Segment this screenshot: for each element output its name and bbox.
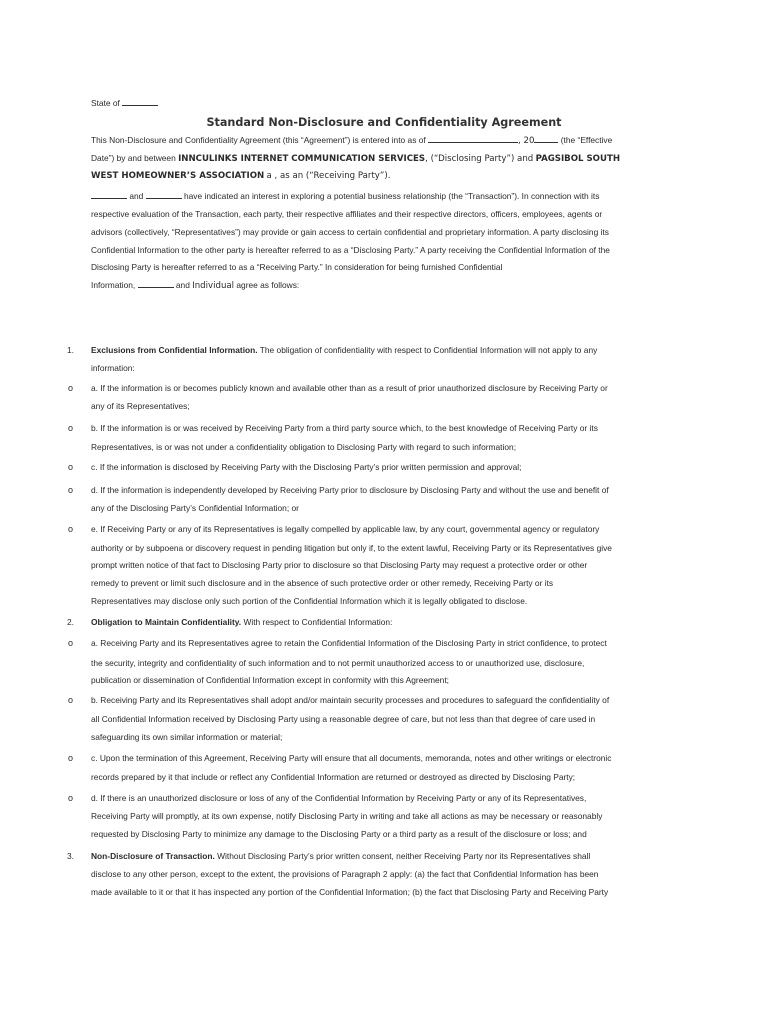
list-bullet: o	[68, 793, 74, 803]
list-bullet: o	[68, 753, 74, 763]
section-text: Without Disclosing Party’s prior written consent, neither Receiving Party nor its Representatives shall	[217, 851, 591, 861]
list-item-line: d. If the information is independently developed by Receiving Party prior to disclosure by Disclosing Party and without the use and benefit of	[91, 485, 609, 495]
list-bullet: o	[68, 638, 74, 648]
intro-text: Date”) by and between	[91, 153, 176, 163]
section-2-heading-line	[91, 614, 392, 632]
list-bullet: o	[68, 695, 74, 705]
intro-text: This Non-Disclosure and Confidentiality Agreement (this “Agreement”) is entered into as of	[91, 135, 426, 145]
list-item-line: all Confidential Information received by Disclosing Party using a reasonable degree of care, but not less than that degree of care used in	[91, 714, 596, 724]
section-1-heading-line	[91, 342, 597, 360]
list-item-line: prompt written notice of that fact to Disclosing Party prior to disclosure so that Disclosing Party may request a protective order or other	[91, 560, 588, 570]
intro-para2-line-4: Confidential Information to the other party is hereafter referred to as a “Disclosing Party.” A party receiving the Confidential Information of the	[91, 245, 610, 255]
disclosing-party-role: , (“Disclosing Party”) and	[425, 154, 534, 164]
party-blank	[138, 278, 174, 288]
list-item-line: records prepared by it that include or reflect any Confidential Information are returned or destroyed as directed by Disclosing Party;	[91, 772, 576, 782]
list-item-line: publication or dissemination of Confidential Information except in conformity with this Agreement;	[91, 675, 449, 685]
list-item-line: authority or by subpoena or discovery request in pending litigation but only if, to the extent lawful, Receiving Party or its Representatives give	[91, 543, 612, 553]
intro-para2-line-2: respective evaluation of the Transaction, each party, their respective affiliates and their respective directors, officers, employees, agents or	[91, 209, 603, 219]
intro-para2-line-5: Disclosing Party is hereafter referred to as a “Receiving Party.” In consideration for being furnished Confidential	[91, 262, 503, 272]
receiving-party-name: WEST HOMEOWNER’S ASSOCIATION	[91, 171, 265, 181]
list-bullet: o	[68, 524, 74, 534]
section-number: 2.	[67, 617, 74, 627]
state-line	[91, 95, 158, 113]
list-item-line: the security, integrity and confidentiality of such information and to not permit unauthorized access to or unauthorized use, disclosure,	[91, 658, 585, 668]
section-text: disclose to any other person, except to the extent, the provisions of Paragraph 2 apply: (a) the fact that Confidential Information has been	[91, 869, 599, 879]
list-item-line: safeguarding its own similar information or material;	[91, 732, 283, 742]
list-item-line: any of the Disclosing Party’s Confidential Information; or	[91, 503, 299, 513]
intro-text: agree as follows:	[236, 280, 300, 290]
list-item-line: Representatives, is or was not under a confidentiality obligation to Disclosing Party with regard to such information;	[91, 442, 517, 452]
document-title: Standard Non-Disclosure and Confidentiality Agreement	[206, 116, 562, 129]
receiving-party-role: a , as an (“Receiving Party”).	[266, 171, 391, 181]
list-bullet: o	[68, 485, 74, 495]
intro-para2-line-1	[91, 188, 599, 206]
section-heading: Obligation to Maintain Confidentiality.	[91, 617, 242, 627]
intro-line-3	[91, 167, 390, 186]
list-bullet: o	[68, 423, 74, 433]
list-item-line: requested by Disclosing Party to minimize any damage to the Disclosing Party or a third party as a result of the disclosure or loss; and	[91, 829, 587, 839]
intro-text: (the “Effective	[560, 135, 613, 145]
list-item-line: a. Receiving Party and its Representatives agree to retain the Confidential Information of the Disclosing Party in strict confidence, to protect	[91, 638, 607, 648]
section-text: The obligation of confidentiality with respect to Confidential Information will not apply to any	[259, 345, 598, 355]
list-item-line: d. If there is an unauthorized disclosure or loss of any of the Confidential Information by Receiving Party or any of its Representatives,	[91, 793, 587, 803]
individual-label: Individual	[192, 281, 235, 291]
list-item-line: Representatives may disclose only such portion of the Confidential Information which it is legally obligated to disclose.	[91, 596, 528, 606]
intro-para2-line-6	[91, 277, 299, 296]
date-blank	[428, 133, 518, 143]
list-item-line: c. Upon the termination of this Agreement, Receiving Party will ensure that all documents, memoranda, notes and other writings or electronic	[91, 753, 612, 763]
section-3-heading-line	[91, 848, 590, 866]
list-item-line: any of its Representatives;	[91, 401, 190, 411]
year-blank	[534, 133, 558, 143]
list-item-line: b. Receiving Party and its Representatives shall adopt and/or maintain security processes and procedures to safeguard the confidentiality of	[91, 695, 610, 705]
section-heading: Non-Disclosure of Transaction.	[91, 851, 215, 861]
intro-para2-line-3: advisors (collectively, “Representatives”) may provide or gain access to certain confidential and proprietary information. A party disclosing its	[91, 227, 609, 237]
party-blank	[146, 189, 182, 199]
disclosing-party-name: INNCULINKS INTERNET COMMUNICATION SERVICES	[178, 154, 426, 164]
list-item-line: a. If the information is or becomes publicly known and available other than as a result of prior unauthorized disclosure by Receiving Party or	[91, 383, 608, 393]
year-prefix: , 20	[518, 136, 535, 146]
intro-text: have indicated an interest in exploring a potential business relationship (the “Transaction”). In connection with its	[183, 191, 600, 201]
list-item-line: c. If the information is disclosed by Receiving Party with the Disclosing Party’s prior written permission and approval;	[91, 462, 522, 472]
section-text: With respect to Confidential Information:	[243, 617, 393, 627]
state-blank	[122, 96, 158, 106]
receiving-party-name: PAGSIBOL SOUTH	[535, 154, 621, 164]
list-item-line: b. If the information is or was received by Receiving Party from a third party source which, to the best knowledge of Receiving Party or its	[91, 423, 598, 433]
list-item-line: remedy to prevent or limit such disclosure and in the absence of such protective order or other remedy, Receiving Party or its	[91, 578, 554, 588]
intro-text: Information,	[91, 280, 136, 290]
intro-line-1	[91, 132, 612, 151]
section-number: 3.	[67, 851, 74, 861]
party-blank	[91, 189, 127, 199]
section-text: made available to it or that it has inspected any portion of the Confidential Information; (b) the fact that Disclosing Party and Receiving Party	[91, 887, 609, 897]
intro-text: and	[129, 191, 144, 201]
section-text: information:	[91, 363, 135, 373]
list-bullet: o	[68, 383, 74, 393]
list-bullet: o	[68, 462, 74, 472]
list-item-line: e. If Receiving Party or any of its Representatives is legally compelled by applicable law, by any court, governmental agency or regulatory	[91, 524, 600, 534]
section-number: 1.	[67, 345, 74, 355]
intro-line-2	[91, 150, 620, 169]
section-heading: Exclusions from Confidential Information.	[91, 345, 258, 355]
state-label: State of	[91, 98, 120, 108]
intro-text: and	[175, 280, 190, 290]
list-item-line: Receiving Party will promptly, at its own expense, notify Disclosing Party in writing and take all actions as may be necessary or reasonably	[91, 811, 603, 821]
